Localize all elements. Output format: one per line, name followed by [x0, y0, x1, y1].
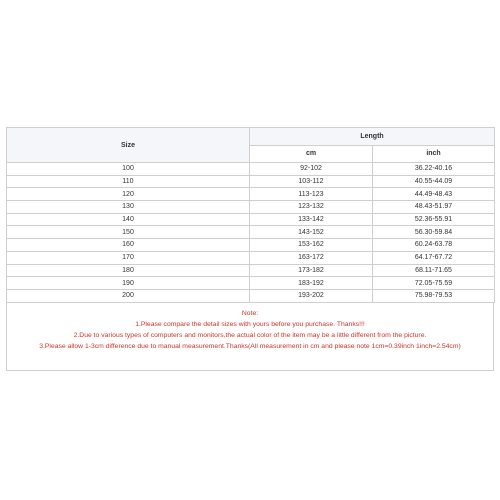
table-row [7, 239, 495, 252]
inch-cell: 68.11-71.65 [373, 264, 495, 277]
size-cell: 160 [7, 239, 250, 252]
cm-cell: 153-162 [250, 239, 373, 252]
inch-cell: 40.55-44.09 [373, 175, 495, 188]
note-line-2: 2.Due to various types of computers and monitors,the actual color of the item may be a little different from the picture. [73, 331, 427, 339]
inch-cell: 72.05-75.59 [373, 277, 495, 290]
cm-cell: 193-202 [250, 289, 373, 302]
size-table [6, 127, 495, 303]
inch-cell: 52.36-55.91 [373, 213, 495, 226]
table-row [7, 201, 495, 214]
size-cell: 190 [7, 277, 250, 290]
inch-cell: 56.30-59.84 [373, 226, 495, 239]
inch-cell: 64.17-67.72 [373, 251, 495, 264]
table-row [7, 175, 495, 188]
length-header: Length [250, 128, 495, 146]
size-cell: 150 [7, 226, 250, 239]
notes-box [6, 303, 494, 371]
cm-cell: 143-152 [250, 226, 373, 239]
inch-cell: 75.98-79.53 [373, 289, 495, 302]
inch-cell: 60.24-63.78 [373, 239, 495, 252]
size-cell: 200 [7, 289, 250, 302]
size-cell: 120 [7, 188, 250, 201]
cm-cell: 183-192 [250, 277, 373, 290]
cm-cell: 92-102 [250, 163, 373, 176]
table-row [7, 277, 495, 290]
cm-cell: 113-123 [250, 188, 373, 201]
inch-cell: 44.49-48.43 [373, 188, 495, 201]
size-header: Size [7, 128, 250, 163]
size-cell: 140 [7, 213, 250, 226]
inch-cell: 36.22-40.16 [373, 163, 495, 176]
size-cell: 100 [7, 163, 250, 176]
table-row [7, 226, 495, 239]
size-chart [6, 127, 494, 371]
table-row [7, 251, 495, 264]
cm-cell: 123-132 [250, 201, 373, 214]
table-row [7, 163, 495, 176]
table-row [7, 188, 495, 201]
size-cell: 170 [7, 251, 250, 264]
table-row [7, 289, 495, 302]
inch-cell: 48.43-51.97 [373, 201, 495, 214]
note-line-1: 1.Please compare the detail sizes with yours before you purchase. Thanks!!! [135, 320, 365, 328]
table-row [7, 213, 495, 226]
inch-header: inch [373, 145, 495, 163]
cm-header: cm [250, 145, 373, 163]
cm-cell: 103-112 [250, 175, 373, 188]
cm-cell: 133-142 [250, 213, 373, 226]
size-cell: 180 [7, 264, 250, 277]
size-cell: 110 [7, 175, 250, 188]
cm-cell: 173-182 [250, 264, 373, 277]
size-cell: 130 [7, 201, 250, 214]
cm-cell: 163-172 [250, 251, 373, 264]
table-row [7, 264, 495, 277]
note-line-3: 3.Please allow 1-3cm difference due to manual measurement.Thanks(All measurement in cm and please note 1cm=0.39inch 1inch=2.54cm) [39, 343, 461, 351]
note-title: Note: [241, 309, 259, 317]
